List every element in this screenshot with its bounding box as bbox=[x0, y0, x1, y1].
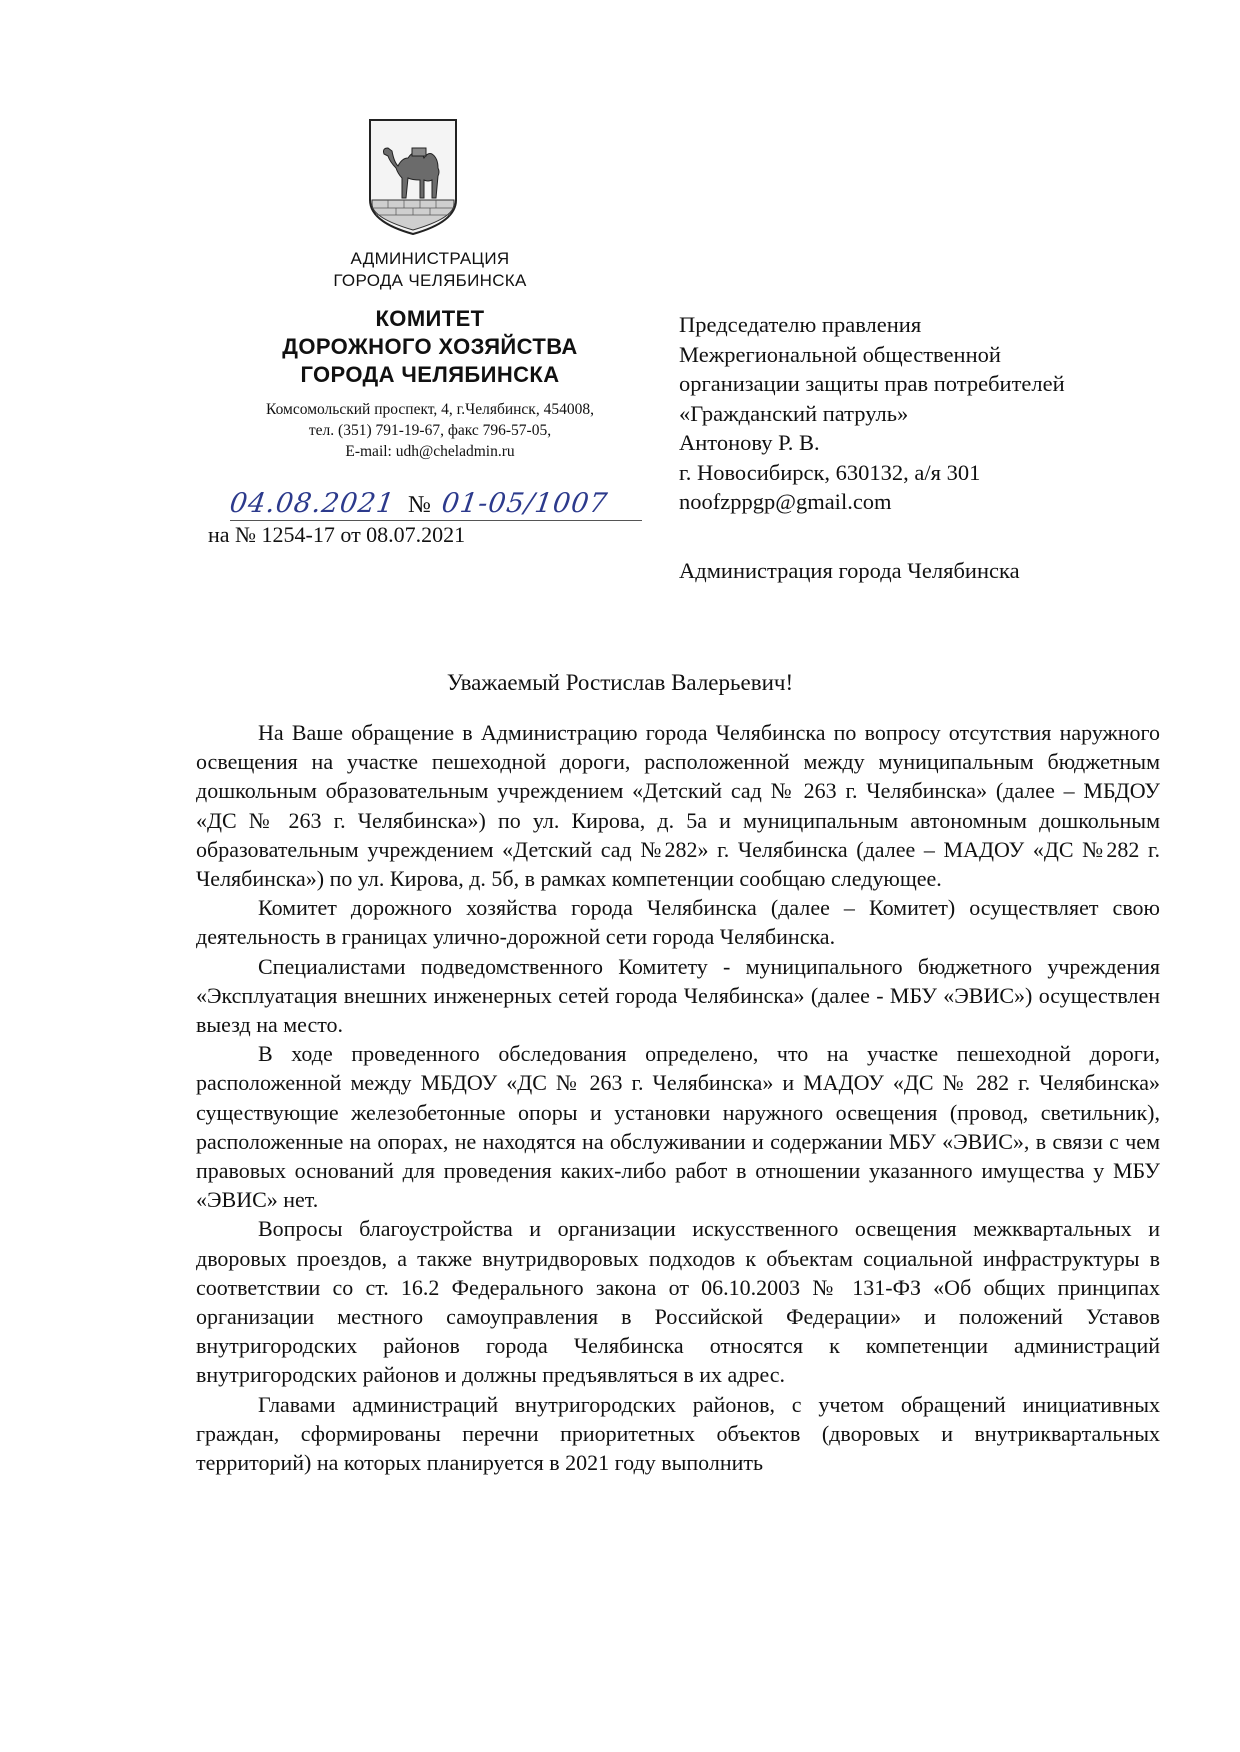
salutation: Уважаемый Ростислав Валерьевич! bbox=[446, 670, 794, 695]
recipient-email: noofzppgp@gmail.com bbox=[679, 489, 892, 514]
body-paragraph: Главами администраций внутригородских районов, с учетом обращений инициативных граждан, сформированы перечни приоритетных объектов (дворовых и внутриквартальных территорий) на которых планируется в 2021 году выполнить bbox=[196, 1391, 1160, 1476]
body-paragraph: В ходе проведенного обследования определено, что на участке пешеходной дороги, расположенной между МБДОУ «ДС № 263 г. Челябинска» и МАДОУ «ДС № 282 г. Челябинска» существующие железобетонные опоры и установки наружного освещения (провод, светильник), расположенные на опорах, не находятся на обслуживании и содержании МБУ «ЭВИС», в связи с чем правовых оснований для проведения каких-либо работ в отношении указанного имущества у МБУ «ЭВИС» нет. bbox=[196, 1041, 1160, 1213]
recipient-line: г. Новосибирск, 630132, а/я 301 bbox=[679, 459, 981, 485]
reference-line: на № 1254-17 от 08.07.2021 bbox=[208, 522, 466, 547]
coat-of-arms-emblem bbox=[368, 118, 458, 236]
admin-line-1: АДМИНИСТРАЦИЯ bbox=[350, 249, 510, 268]
registration-number: 01-05/1007 bbox=[439, 488, 610, 519]
committee-line-1: КОМИТЕТ bbox=[375, 306, 485, 331]
recipient-line: «Гражданский патруль» bbox=[679, 400, 909, 426]
admin-line-2: ГОРОДА ЧЕЛЯБИНСКА bbox=[333, 271, 527, 290]
committee-contacts bbox=[190, 399, 670, 462]
registration-number-label: № bbox=[408, 492, 431, 518]
recipient-line: Председателю правления bbox=[679, 312, 922, 337]
body-paragraph: Вопросы благоустройства и организации искусственного освещения межквартальных и дворовых проездов, а также внутридворовых подходов к объектам социальной инфраструктуры в соответствии со ст. 16.2 Федерального закона от 06.10.2003 № 131-ФЗ «Об общих принципах организации местного самоуправления в Российской Федерации» и положений Уставов внутригородских районов города Челябинска относятся к компетенции администраций внутригородских районов и должны предъявляться в их адрес. bbox=[196, 1216, 1160, 1388]
committee-address: Комсомольский проспект, 4, г.Челябинск, 454008, bbox=[266, 401, 594, 418]
administration-header bbox=[240, 248, 620, 292]
recipient-address-block bbox=[679, 310, 1219, 517]
recipient-line: Антонову Р. В. bbox=[679, 430, 820, 455]
recipient-line: организации защиты прав потребителей bbox=[679, 371, 1065, 396]
committee-header bbox=[200, 305, 660, 389]
registration-date: 04.08.2021 bbox=[227, 488, 397, 519]
body-paragraph: Специалистами подведомственного Комитету - муниципального бюджетного учреждения «Эксплуатация внешних инженерных сетей города Челябинска» (далее - МБУ «ЭВИС») осуществлен выезд на место. bbox=[196, 953, 1160, 1038]
registration-line bbox=[227, 488, 650, 524]
committee-phones: тел. (351) 791-19-67, факс 796-57-05, bbox=[308, 422, 552, 439]
committee-email: E-mail: udh@cheladmin.ru bbox=[345, 443, 515, 460]
committee-line-3: ГОРОДА ЧЕЛЯБИНСКА bbox=[300, 362, 560, 387]
body-paragraph: Комитет дорожного хозяйства города Челябинска (далее – Комитет) осуществляет свою деятельность в границах улично-дорожной сети города Челябинска. bbox=[196, 895, 1160, 950]
letter-body bbox=[196, 718, 1160, 1477]
copy-recipient: Администрация города Челябинска bbox=[679, 558, 1020, 583]
committee-line-2: ДОРОЖНОГО ХОЗЯЙСТВА bbox=[282, 334, 578, 359]
registration-underline bbox=[230, 520, 642, 521]
recipient-line: Межрегиональной общественной bbox=[679, 341, 1001, 367]
body-paragraph: На Ваше обращение в Администрацию города Челябинска по вопросу отсутствия наружного освещения на участке пешеходной дороги, расположенной между муниципальным бюджетным дошкольным образовательным учреждением «Детский сад № 263 г. Челябинска» (далее – МБДОУ «ДС № 263 г. Челябинска») по ул. Кирова, д. 5а и муниципальным автономным дошкольным образовательным учреждением «Детский сад №282» г. Челябинска (далее – МАДОУ «ДС №282 г. Челябинска») по ул. Кирова, д. 5б, в рамках компетенции сообщаю следующее. bbox=[196, 720, 1160, 892]
